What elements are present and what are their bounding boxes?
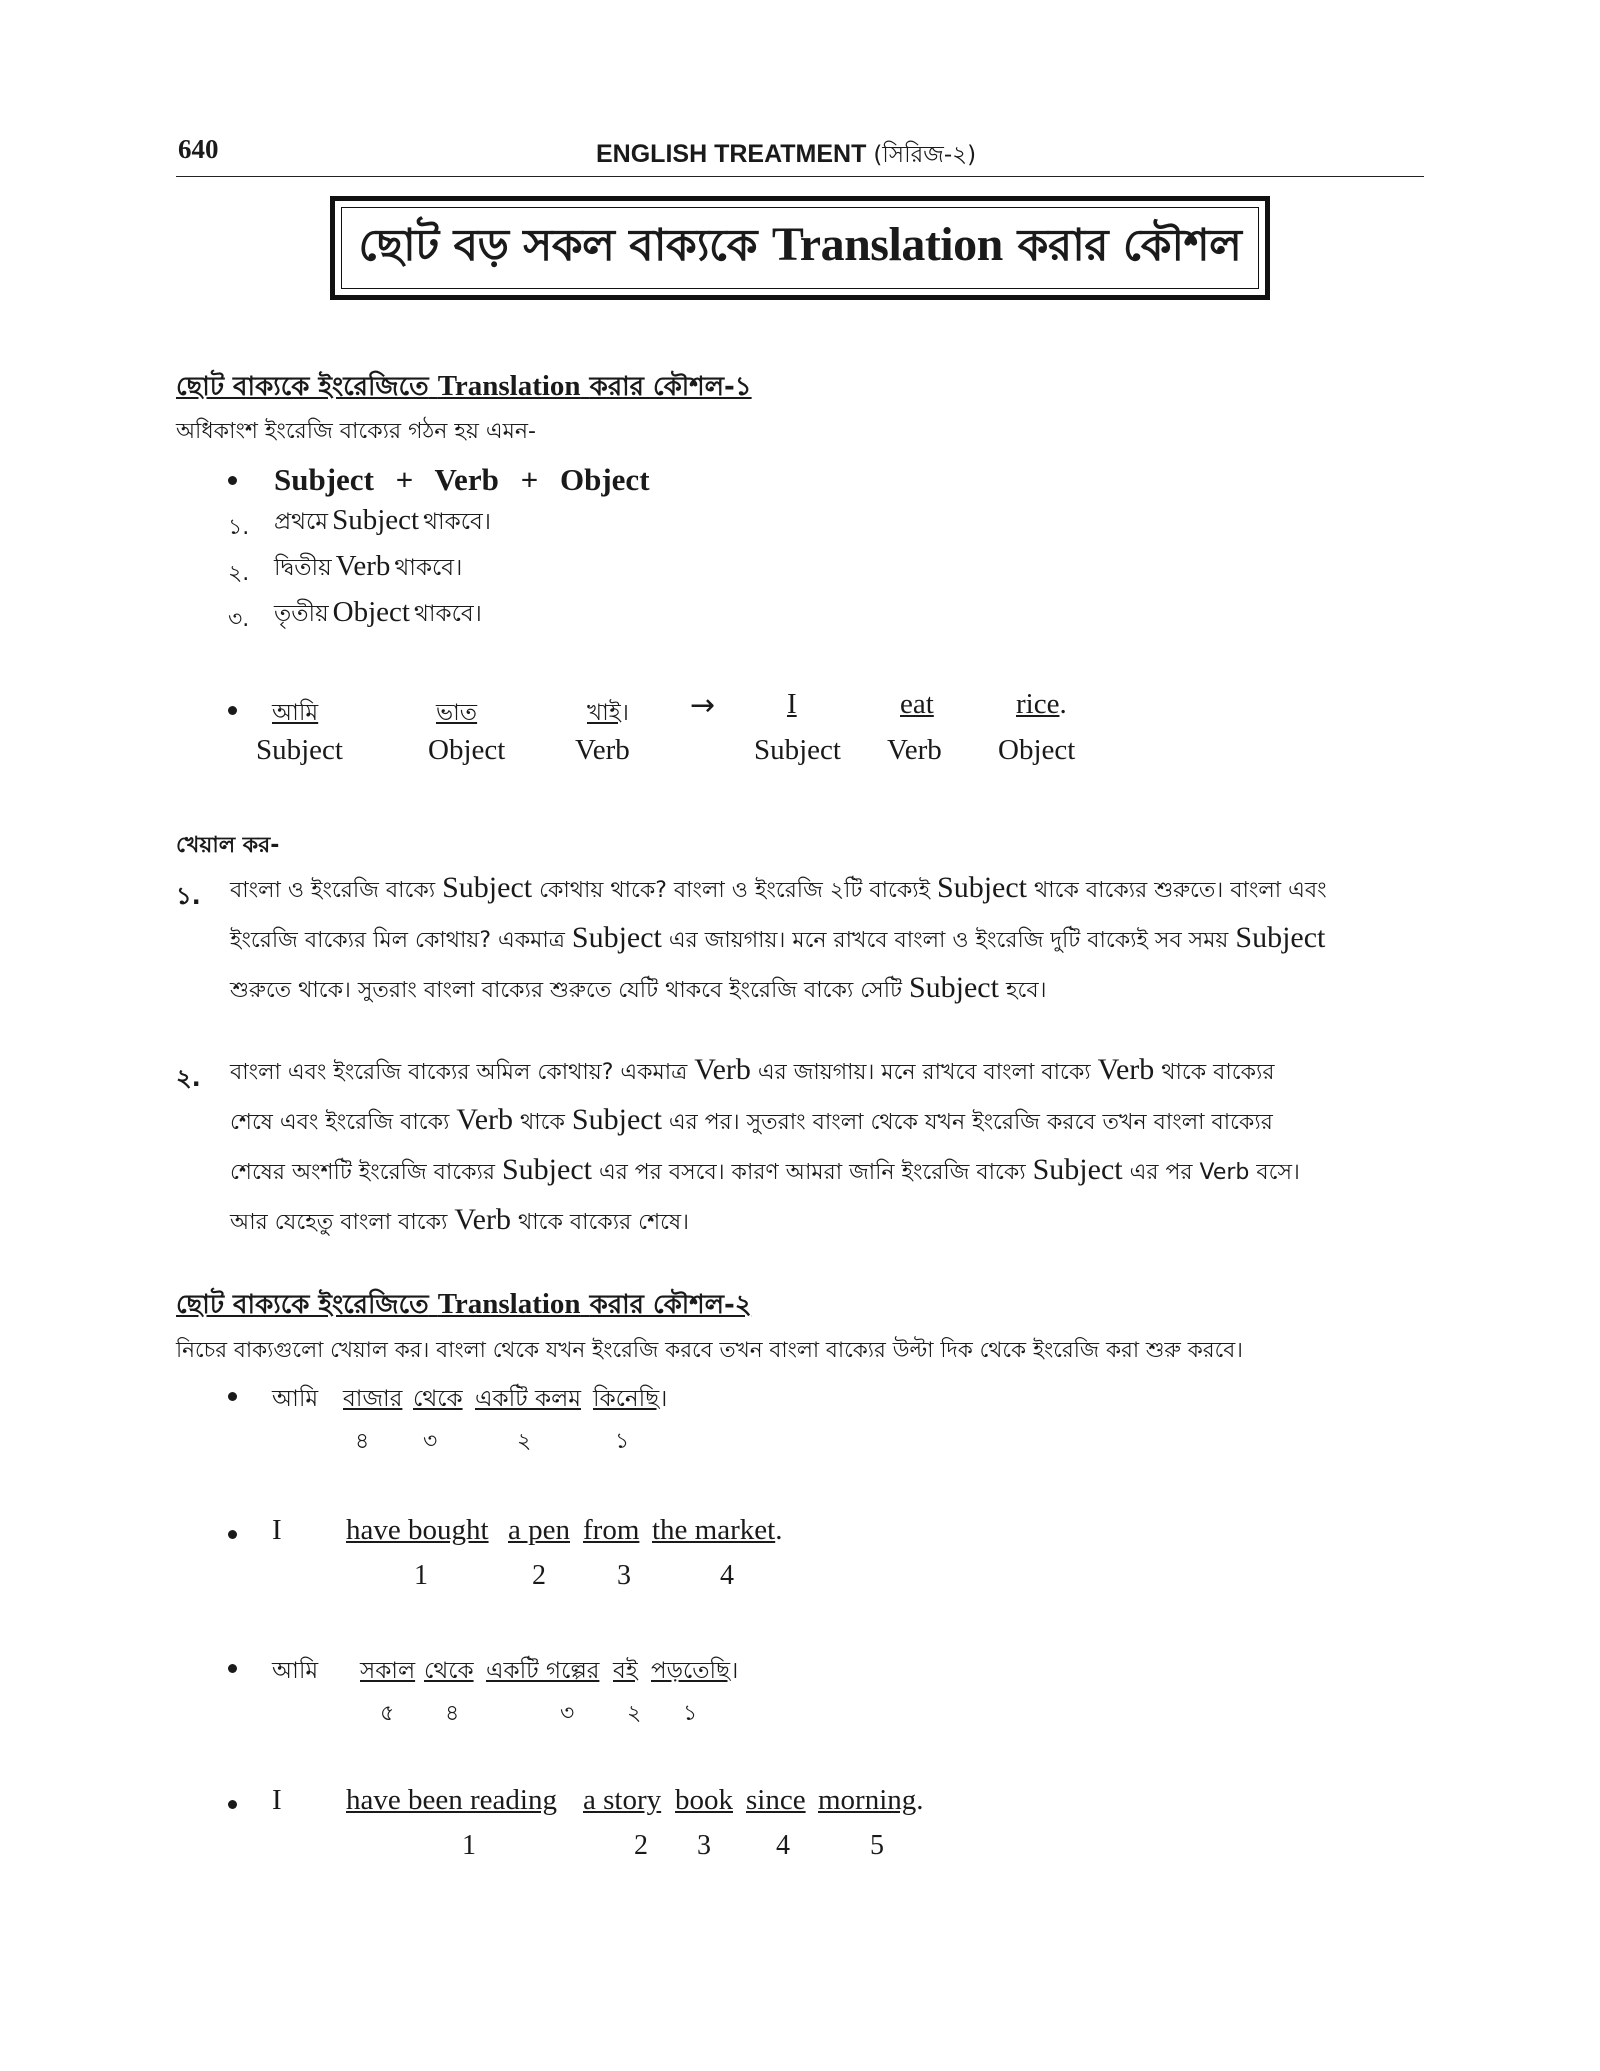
example-part: একটি গল্পের [486,1658,600,1684]
order-number: ৫ [380,1701,395,1726]
example-part: since [746,1784,806,1816]
order-number: 3 [617,1560,631,1591]
order-number: ৩ [560,1701,575,1726]
step-number: ১. [228,515,250,540]
example-bn-word: আমি [272,700,319,726]
example-subject: আমি [272,1386,319,1412]
order-number: 2 [634,1830,648,1861]
note-en: Subject [571,921,662,954]
order-number: ১ [615,1429,630,1454]
example-subject: I [272,1514,282,1546]
note-en: Subject [571,1103,662,1136]
step-item [274,549,462,588]
example-part: থেকে [424,1658,474,1684]
banner-text-en: Translation [771,217,1003,271]
note-en: Subject [442,871,533,904]
bullet-icon [228,476,237,485]
example-part: from [583,1514,640,1546]
page-header [176,130,1424,177]
example-part: have bought [346,1514,489,1546]
example-bn-end: । [620,700,629,726]
example-end: . [775,1514,783,1546]
banner-text-bn-1: ছোট বড় সকল বাক্যকে [358,219,758,271]
formula-plus-2: + [520,462,539,497]
example-part: the market [652,1514,776,1546]
note-text: শেষের অংশটি ইংরেজি বাক্যের [230,1160,502,1185]
order-number: ২ [627,1701,642,1726]
formula-object: Object [560,462,650,497]
formula-plus-1: + [395,462,414,497]
note-text: আর যেহেতু বাংলা বাক্যে [230,1210,455,1235]
example-end: । [659,1386,668,1412]
example-end: । [730,1658,739,1684]
example-label: Subject [754,734,841,766]
example-end: . [916,1784,924,1816]
note-line [230,1146,1430,1196]
step-number: ৩. [228,607,250,632]
note-line [230,1046,1430,1096]
example-en-word: rice [1016,688,1060,720]
chapter-banner [330,196,1270,300]
example-part-wrap [652,1514,782,1547]
example-part-wrap [593,1380,667,1419]
notes-heading: খেয়াল কর- [176,833,280,858]
section-1-title-bn-1: ছোট বাক্যকে ইংরেজিতে [176,372,429,402]
note-text: কোথায় থাকে? বাংলা ও ইংরেজি ২টি বাক্যেই [532,878,938,903]
note-en: Subject [908,971,999,1004]
note-text: বাংলা ও ইংরেজি বাক্যে [230,878,443,903]
order-number: ৪ [445,1701,460,1726]
example-part: a pen [508,1514,570,1546]
order-number: 2 [532,1560,546,1591]
note-line [230,1096,1430,1146]
example-part: have been reading [346,1784,557,1816]
example-en-word: eat [900,688,934,720]
example-en-word-wrap [1016,688,1067,721]
note-en: Verb [454,1203,511,1236]
step-pre: দ্বিতীয় [274,555,332,581]
note-en: Verb [456,1103,514,1136]
bullet-icon [228,706,237,715]
step-number: ২. [228,561,250,586]
example-part-wrap [651,1652,738,1691]
order-number: ২ [517,1429,532,1454]
book-series: (সিরিজ-২) [873,142,977,168]
example-bn-word-wrap [587,694,629,733]
example-label: Verb [887,734,942,766]
note-paragraph [230,1046,1430,1246]
order-number: ১ [683,1701,698,1726]
arrow-right-icon: → [690,688,716,723]
step-en: Subject [332,504,420,536]
example-bn-word: খাই [587,700,621,726]
note-text: থাকে বাক্যের শেষে। [511,1210,689,1235]
step-post: থাকবে। [423,509,492,535]
bullet-icon [228,1530,237,1539]
example-label: Subject [256,734,343,766]
section-1-title [176,366,752,410]
note-en: Subject [1235,921,1326,954]
step-item [274,595,482,634]
note-paragraph [230,864,1430,1014]
section-2-intro: নিচের বাক্যগুলো খেয়াল কর। বাংলা থেকে যখন ইংরেজি করবে তখন বাংলা বাক্যের উল্টা দিক থেকে ইংরেজি করা শুরু করবে। [176,1338,1243,1363]
note-en: Subject [1032,1153,1123,1186]
note-number: ২. [176,1064,201,1092]
example-part: বই [613,1658,638,1684]
order-number: 3 [697,1830,711,1861]
section-2-title-bn-1: ছোট বাক্যকে ইংরেজিতে [176,1290,429,1320]
order-number: ৪ [355,1429,370,1454]
step-pre: তৃতীয় [274,601,329,627]
step-en: Object [332,596,410,628]
order-number: 1 [414,1560,428,1591]
note-en: Subject [937,871,1028,904]
example-en-word: I [787,688,797,720]
example-part: a story [583,1784,662,1816]
order-number: 5 [870,1830,884,1861]
example-label: Object [428,734,506,766]
order-number: 4 [720,1560,734,1591]
example-part: morning [818,1784,917,1816]
sentence-formula [274,462,650,498]
example-label: Verb [575,734,630,766]
page-number: 640 [178,134,219,164]
example-part: থেকে [413,1386,463,1412]
step-en: Verb [335,550,391,582]
note-text: এর পর বসবে। কারণ আমরা জানি ইংরেজি বাক্যে [591,1160,1033,1185]
step-item [274,503,491,542]
example-part-wrap [818,1784,924,1817]
section-1-title-bn-2: করার কৌশল-১ [589,372,752,402]
note-en: Subject [501,1153,592,1186]
note-line [230,864,1430,914]
formula-verb: Verb [434,462,499,497]
section-1-intro: অধিকাংশ ইংরেজি বাক্যের গঠন হয় এমন- [176,419,536,444]
bullet-icon [228,1664,237,1673]
note-text: থাকে [513,1110,572,1135]
order-number: ৩ [423,1429,438,1454]
note-text: থাকে বাক্যের শুরুতে। বাংলা এবং [1027,878,1327,903]
example-label: Object [998,734,1076,766]
order-number: 4 [776,1830,790,1861]
note-text: শুরুতে থাকে। সুতরাং বাংলা বাক্যের শুরুতে যেটি থাকবে ইংরেজি বাক্যে সেটি [230,978,909,1003]
note-line [230,914,1430,964]
example-part: সকাল [360,1658,416,1684]
note-text: এর পর। সুতরাং বাংলা থেকে যখন ইংরেজি করবে তখন বাংলা বাক্যের [661,1110,1273,1135]
note-text: ইংরেজি বাক্যের মিল কোথায়? একমাত্র [230,928,572,953]
banner-inner-frame [341,207,1259,289]
note-en: Verb [694,1053,751,1086]
banner-title [359,212,1242,285]
section-1-title-en: Translation [437,370,581,402]
example-part: একটি কলম [475,1386,582,1412]
book-title-text: ENGLISH TREATMENT [596,140,867,168]
step-post: থাকবে। [394,555,463,581]
note-text: বাংলা এবং ইংরেজি বাক্যের অমিল কোথায়? একমাত্র [230,1060,695,1085]
section-2-title [176,1284,752,1328]
section-2-title-en: Translation [437,1288,581,1320]
example-bn-word: ভাত [436,700,478,726]
note-line [230,964,1430,1014]
note-text: হবে। [998,978,1047,1003]
note-text: থাকে বাক্যের [1154,1060,1275,1085]
note-en: Verb [1097,1053,1155,1086]
example-part: বাজার [343,1386,403,1412]
example-subject: I [272,1784,282,1816]
bullet-icon [228,1800,237,1809]
note-text: এর জায়গায়। মনে রাখবে বাংলা ও ইংরেজি দুটি বাক্যেই সব সময় [661,928,1236,953]
formula-subject: Subject [274,462,374,497]
note-text: শেষে এবং ইংরেজি বাক্যে [230,1110,457,1135]
order-number: 1 [462,1830,476,1861]
note-text: এর পর Verb বসে। [1122,1160,1300,1185]
step-pre: প্রথমে [274,509,329,535]
note-number: ১. [176,882,201,910]
example-part: পড়তেছি [651,1658,731,1684]
section-2-title-bn-2: করার কৌশল-২ [589,1290,752,1320]
bullet-icon [228,1392,237,1401]
example-part: কিনেছি [593,1386,660,1412]
example-part: book [675,1784,733,1816]
note-line [230,1196,1430,1246]
example-en-end: . [1059,688,1067,720]
book-title [596,136,976,175]
step-post: থাকবে। [413,601,482,627]
example-subject: আমি [272,1658,319,1684]
note-text: এর জায়গায়। মনে রাখবে বাংলা বাক্যে [750,1060,1098,1085]
banner-text-bn-2: করার কৌশল [1017,219,1242,271]
